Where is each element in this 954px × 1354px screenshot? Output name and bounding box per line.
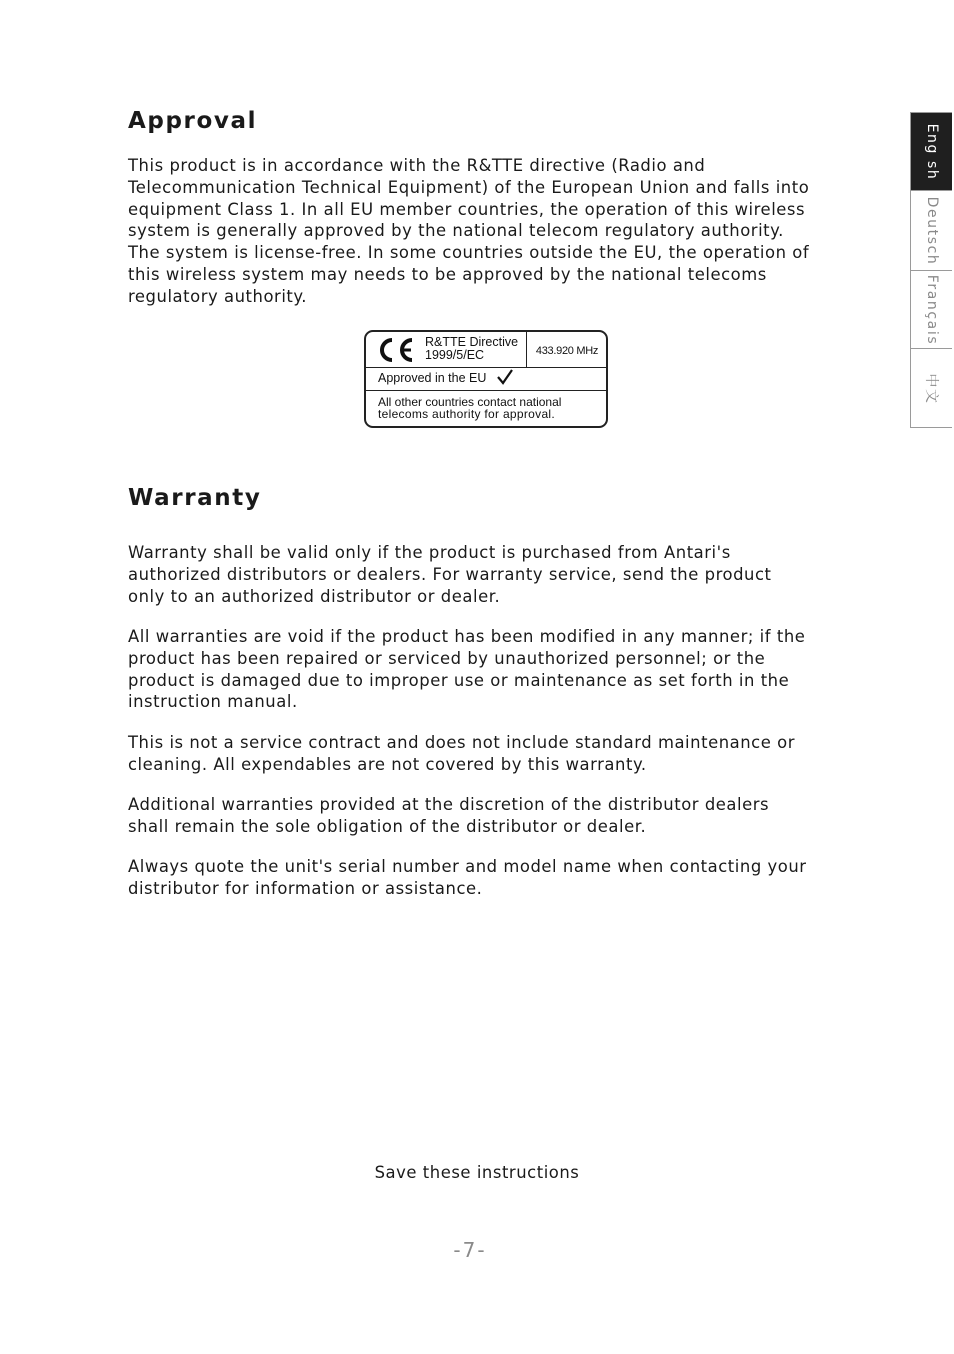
save-instructions-note: Save these instructions	[374, 1163, 580, 1182]
warranty-paragraph-1: Warranty shall be valid only if the product is purchased from Antari's authorized distributors or dealers. For warranty service, send the product only to an authorized distributor or dealer.	[128, 543, 772, 606]
cert-directive: R&TTE Directive	[425, 335, 519, 349]
warranty-paragraph-3: This is not a service contract and does not include standard maintenance or cleaning. All expendables are not covered by this warranty.	[128, 733, 795, 774]
checkmark-icon	[496, 368, 514, 386]
warranty-paragraph-2: All warranties are void if the product has been modified in any manner; if the product has been repaired or serviced by unauthorized personnel; or the product is damaged due to improper use or maintenance as set forth in the instruction manual.	[128, 627, 806, 712]
language-tab-label: Deutsch	[923, 196, 940, 265]
approval-heading: Approval	[128, 108, 258, 134]
warranty-paragraph-5: Always quote the unit's serial number and model name when contacting your distributor for information or assistance.	[128, 857, 807, 898]
language-tab-label: Français	[923, 274, 940, 345]
cert-approved-eu: Approved in the EU	[378, 371, 487, 385]
warranty-paragraph-4: Additional warranties provided at the discretion of the distributor dealers shall remain the sole obligation of the distributor or dealer.	[128, 795, 770, 836]
language-tab-deutsch[interactable]	[911, 190, 952, 270]
language-tab-label: Eng sh	[923, 123, 940, 180]
language-tab-label: 中文	[922, 372, 939, 405]
warranty-heading: Warranty	[128, 485, 262, 511]
language-tabs	[910, 112, 952, 428]
language-tab-chinese[interactable]	[911, 348, 952, 428]
language-tab-francais[interactable]	[911, 270, 952, 348]
page-number: -7-	[453, 1238, 487, 1262]
cert-other-countries-line1: All other countries contact national	[378, 395, 562, 409]
certification-label	[364, 330, 608, 428]
language-tab-english[interactable]	[911, 113, 952, 190]
cert-frequency: 433.920 MHz	[535, 345, 599, 357]
approval-body: This product is in accordance with the R&TTE directive (Radio and Telecommunication Technical Equipment) of the European Union and falls into equipment Class 1. In all EU member countries, the operation of this wireless system is generally approved by the national telecom regulatory authority. The system is license-free. In some countries outside the EU, the operation of this wireless system may needs to be approved by the national telecoms regulatory authority.	[128, 156, 810, 306]
cert-other-countries-line2: telecoms authority for approval.	[378, 407, 556, 421]
ce-mark-icon	[376, 336, 418, 364]
cert-directive-number: 1999/5/EC	[425, 348, 485, 362]
